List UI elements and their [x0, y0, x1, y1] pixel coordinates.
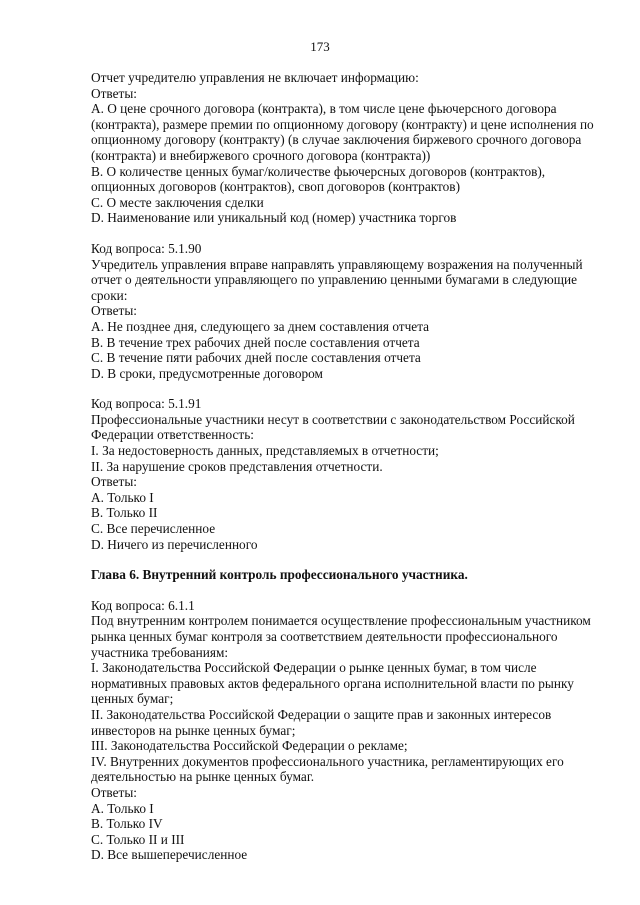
text-line: B. В течение трех рабочих дней после составления отчета	[91, 334, 420, 350]
text-line: Федерации ответственность:	[91, 427, 254, 443]
question-block	[91, 598, 591, 863]
text-line: (контракта), размере премии по опционному договору (контракту) и цене исполнения по	[91, 116, 594, 132]
text-line: A. Не позднее дня, следующего за днем составления отчета	[91, 318, 430, 334]
chapter-title: Глава 6. Внутренний контроль профессионального участника.	[91, 567, 468, 583]
text-line: участника требованиям:	[91, 644, 229, 660]
document-body	[91, 70, 594, 863]
question-block	[91, 241, 591, 381]
paragraph-gap	[91, 552, 591, 567]
text-line: опционному договору (контракту) (в случае заключения биржевого срочного договора	[91, 132, 582, 148]
chapter-heading	[91, 567, 591, 583]
text-line: Учредитель управления вправе направлять управляющему возражения на полученный	[91, 256, 583, 272]
text-line: опционных договоров (контрактов), своп договоров (контрактов)	[91, 179, 461, 195]
text-line: B. Только IV	[91, 816, 163, 832]
text-line: Под внутренним контролем понимается осуществление профессиональным участником	[91, 613, 591, 629]
page-number: 173	[310, 39, 330, 54]
text-line: сроки:	[91, 287, 128, 303]
paragraph-gap	[91, 381, 591, 396]
text-line: рынка ценных бумаг контроля за соответствием деятельности профессионального	[91, 629, 558, 644]
text-line: B. О количестве ценных бумаг/количестве фьючерсных договоров (контрактов),	[91, 163, 546, 179]
text-line: II. Законодательства Российской Федерации о защите прав и законных интересов	[91, 706, 552, 722]
text-line: I. За недостоверность данных, представляемых в отчетности;	[91, 443, 439, 459]
text-line: IV. Внутренних документов профессионального участника, регламентирующих его	[91, 753, 564, 769]
paragraph-gap	[91, 226, 591, 241]
text-line: D. Ничего из перечисленного	[91, 536, 258, 552]
text-line: Код вопроса: 5.1.91	[91, 396, 202, 412]
text-line: III. Законодательства Российской Федерации о рекламе;	[91, 738, 408, 754]
text-line: ценных бумаг;	[91, 691, 174, 707]
text-line: нормативных правовых актов федерального органа исполнительной власти по рынку	[91, 675, 574, 691]
text-line: II. За нарушение сроков представления отчетности.	[91, 458, 383, 474]
text-line: Ответы:	[91, 474, 137, 490]
text-line: B. Только II	[91, 505, 158, 521]
text-line: инвесторов на рынке ценных бумаг;	[91, 722, 296, 738]
text-line: (контракта) и внебиржевого срочного договора (контракта))	[91, 147, 431, 163]
text-line: деятельностью на рынке ценных бумаг.	[91, 769, 315, 785]
text-line: Ответы:	[91, 303, 137, 319]
text-line: отчет о деятельности управляющего по управлению ценными бумагами в следующие	[91, 272, 577, 288]
text-line: D. Наименование или уникальный код (номер) участника торгов	[91, 210, 457, 226]
text-line: Код вопроса: 6.1.1	[91, 597, 195, 613]
text-line: I. Законодательства Российской Федерации о рынке ценных бумаг, в том числе	[91, 660, 537, 676]
text-line: A. О цене срочного договора (контракта), в том числе цене фьючерсного договора	[91, 101, 557, 117]
question-block	[91, 70, 594, 226]
text-line: Отчет учредителю управления не включает информацию:	[91, 70, 419, 85]
text-line: A. Только I	[91, 489, 154, 505]
text-line: D. Все вышеперечисленное	[91, 847, 248, 863]
text-line: Код вопроса: 5.1.90	[91, 240, 202, 256]
text-line: Ответы:	[91, 85, 137, 101]
text-line: C. О месте заключения сделки	[91, 194, 264, 210]
text-line: C. Все перечисленное	[91, 521, 216, 537]
text-line: Профессиональные участники несут в соответствии с законодательством Российской	[91, 411, 575, 427]
text-line: A. Только I	[91, 800, 154, 816]
text-line: D. В сроки, предусмотренные договором	[91, 365, 323, 381]
text-line: C. Только II и III	[91, 831, 185, 847]
paragraph-gap	[91, 583, 591, 598]
text-line: Ответы:	[91, 784, 137, 800]
text-line: C. В течение пяти рабочих дней после составления отчета	[91, 350, 421, 366]
question-block	[91, 396, 591, 552]
